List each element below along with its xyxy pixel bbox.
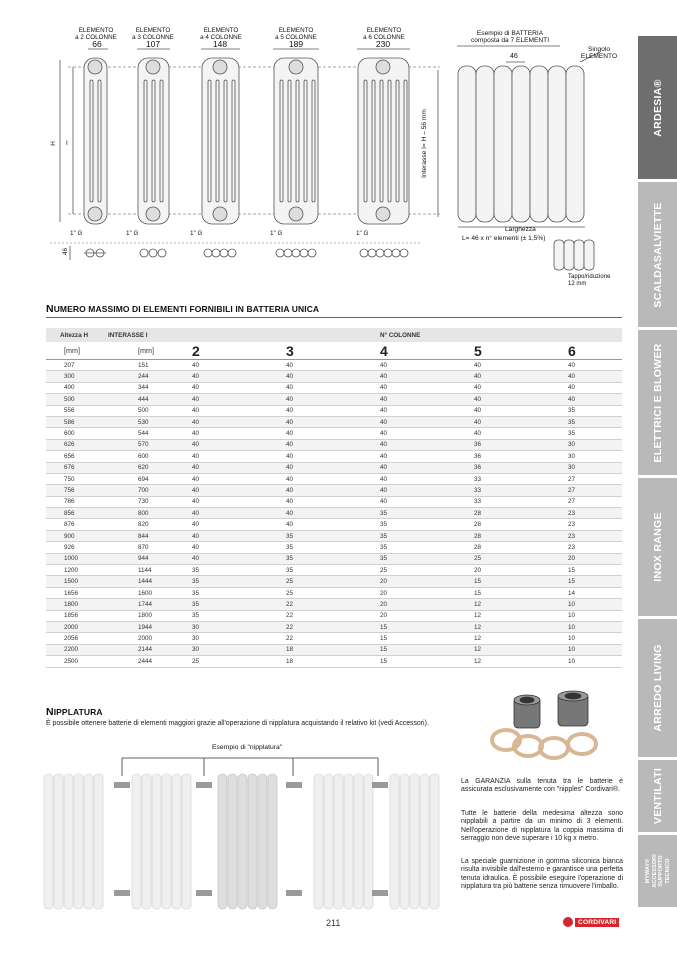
cell-count: 40 <box>192 405 286 416</box>
table-row <box>46 451 622 462</box>
cell-count: 40 <box>474 382 568 393</box>
table-row <box>46 519 622 530</box>
elements-table-body <box>46 328 622 667</box>
table-title-rule <box>46 317 622 318</box>
col-header-5: 5 <box>474 342 568 360</box>
cell-count: 12 <box>474 644 568 655</box>
cell-altezza: 1856 <box>46 610 94 621</box>
tappo-label: Tappo/riduzione 12 mm <box>568 274 611 287</box>
cell-count: 40 <box>474 416 568 427</box>
cell-count: 40 <box>380 428 474 439</box>
cell-count: 40 <box>192 508 286 519</box>
cell-altezza: 2500 <box>46 656 94 667</box>
cell-count: 40 <box>192 428 286 439</box>
element-label-4-col: ELEMENTO a 4 COLONNE <box>200 27 242 41</box>
width-4-col: 148 <box>212 39 228 49</box>
tab-arredo-label: ARREDO LIVING <box>651 644 664 732</box>
cell-interasse: 600 <box>94 451 192 462</box>
cell-count: 30 <box>568 462 622 473</box>
cell-altezza: 856 <box>46 508 94 519</box>
table-row <box>46 621 622 632</box>
table-subheader-row <box>46 342 622 360</box>
cell-interasse: 244 <box>94 371 192 382</box>
cell-count: 40 <box>380 451 474 462</box>
cell-altezza: 556 <box>46 405 94 416</box>
cell-count: 35 <box>568 428 622 439</box>
cell-altezza: 1200 <box>46 565 94 576</box>
cell-count: 40 <box>380 439 474 450</box>
cell-count: 40 <box>286 496 380 507</box>
cell-interasse: 1144 <box>94 565 192 576</box>
cell-altezza: 500 <box>46 394 94 405</box>
cell-count: 40 <box>380 416 474 427</box>
cell-count: 28 <box>474 519 568 530</box>
width-5-col: 189 <box>288 39 304 49</box>
cell-count: 25 <box>286 587 380 598</box>
cell-interasse: 700 <box>94 485 192 496</box>
cell-interasse: 620 <box>94 462 192 473</box>
cell-count: 40 <box>286 519 380 530</box>
cell-count: 36 <box>474 439 568 450</box>
unit-h: [mm] <box>46 342 94 360</box>
tab-scaldasalviette-label: SCALDASALVIETTE <box>651 201 664 308</box>
cell-count: 35 <box>192 610 286 621</box>
cell-count: 40 <box>380 405 474 416</box>
cell-count: 25 <box>192 656 286 667</box>
cell-count: 18 <box>286 656 380 667</box>
table-row <box>46 553 622 564</box>
cell-count: 15 <box>474 587 568 598</box>
header-altezza: Altezza H <box>46 328 94 342</box>
cell-altezza: 1656 <box>46 587 94 598</box>
table-title-rest: UMERO MASSIMO DI ELEMENTI FORNIBILI IN BATTERIA UNICA <box>53 304 320 314</box>
nipplatura-drawing <box>38 752 454 912</box>
cell-count: 23 <box>568 519 622 530</box>
table-row <box>46 542 622 553</box>
larghezza-title: Larghezza <box>505 226 536 233</box>
element-label-3-col: ELEMENTO a 3 COLONNE <box>132 27 174 41</box>
cell-count: 25 <box>286 576 380 587</box>
nipplatura-para-3: La speciale guarnizione in gomma siliconica bianca risulta invisibile dall'esterno e garantisce una perfetta tenuta idraulica. È possibile eseguire l'operazione di nipplatura tra più batterie senza rimuovere l'imballo. <box>461 858 623 891</box>
radiator-elements-drawing <box>40 22 630 297</box>
cell-count: 12 <box>474 599 568 610</box>
nipplatura-title-initial: N <box>46 706 54 718</box>
cell-count: 23 <box>568 508 622 519</box>
cell-count: 35 <box>380 519 474 530</box>
table-row <box>46 496 622 507</box>
cell-count: 10 <box>568 621 622 632</box>
cell-interasse: 500 <box>94 405 192 416</box>
table-row <box>46 371 622 382</box>
cell-count: 36 <box>474 462 568 473</box>
table-row <box>46 473 622 484</box>
tab-ardesia[interactable] <box>638 36 677 179</box>
nipplatura-para-2: Tutte le batterie della medesima altezza sono nipplabili a partire da un minimo di 3 elementi. Nell'operazione di nipplatura la coppia massima di serraggio non deve superare i 10 kg x metro. <box>461 810 623 843</box>
cell-count: 40 <box>474 405 568 416</box>
cell-interasse: 151 <box>94 360 192 371</box>
table-row <box>46 587 622 598</box>
cell-count: 40 <box>286 405 380 416</box>
cell-count: 40 <box>286 382 380 393</box>
cell-interasse: 2144 <box>94 644 192 655</box>
thread-label-2: 1" G <box>126 230 139 237</box>
cell-count: 40 <box>286 508 380 519</box>
cell-count: 12 <box>474 621 568 632</box>
cell-count: 35 <box>192 565 286 576</box>
table-section-title <box>46 303 319 315</box>
tab-ventilati-label: VENTILATI <box>651 767 664 825</box>
cell-count: 28 <box>474 508 568 519</box>
cell-altezza: 300 <box>46 371 94 382</box>
cell-count: 40 <box>286 451 380 462</box>
brand-logo-text: CORDIVARI <box>575 918 619 927</box>
cell-count: 40 <box>192 553 286 564</box>
cell-count: 40 <box>192 462 286 473</box>
cell-count: 23 <box>568 542 622 553</box>
cell-interasse: 1744 <box>94 599 192 610</box>
cell-count: 15 <box>380 633 474 644</box>
cell-count: 12 <box>474 610 568 621</box>
tab-inox-range[interactable] <box>638 478 677 616</box>
cell-count: 23 <box>568 530 622 541</box>
cell-altezza: 2200 <box>46 644 94 655</box>
cell-count: 40 <box>380 462 474 473</box>
cell-altezza: 400 <box>46 382 94 393</box>
table-row <box>46 439 622 450</box>
cell-count: 40 <box>192 360 286 371</box>
table-row <box>46 599 622 610</box>
cell-count: 20 <box>380 587 474 598</box>
cell-interasse: 844 <box>94 530 192 541</box>
cell-count: 20 <box>380 576 474 587</box>
cell-count: 40 <box>286 462 380 473</box>
cell-interasse: 800 <box>94 508 192 519</box>
table-row <box>46 405 622 416</box>
cell-count: 36 <box>474 451 568 462</box>
nipples-kit-image <box>484 690 614 760</box>
cell-count: 40 <box>474 394 568 405</box>
brand-logo-icon <box>563 917 573 927</box>
cell-count: 33 <box>474 496 568 507</box>
col-header-3: 3 <box>286 342 380 360</box>
interasse-label: Interasse I= H – 56 mm <box>420 109 428 178</box>
cell-count: 40 <box>286 416 380 427</box>
cell-count: 40 <box>380 473 474 484</box>
battery-pitch: 46 <box>510 53 518 60</box>
cell-count: 40 <box>568 360 622 371</box>
cell-count: 15 <box>380 644 474 655</box>
technical-drawing <box>40 22 630 297</box>
cell-count: 35 <box>192 599 286 610</box>
cell-altezza: 626 <box>46 439 94 450</box>
dim-h-label: H <box>49 141 57 146</box>
cell-count: 40 <box>380 371 474 382</box>
cell-count: 40 <box>192 485 286 496</box>
table-row <box>46 382 622 393</box>
tab-scaldasalviette[interactable] <box>638 182 677 327</box>
table-row <box>46 610 622 621</box>
cell-count: 22 <box>286 633 380 644</box>
tab-arredo-living[interactable] <box>638 619 677 757</box>
cell-count: 35 <box>380 530 474 541</box>
cell-count: 20 <box>474 565 568 576</box>
cell-interasse: 2000 <box>94 633 192 644</box>
cell-count: 10 <box>568 633 622 644</box>
cell-count: 14 <box>568 587 622 598</box>
cell-altezza: 586 <box>46 416 94 427</box>
cell-count: 33 <box>474 485 568 496</box>
table-row <box>46 428 622 439</box>
table-row <box>46 565 622 576</box>
cell-count: 35 <box>380 553 474 564</box>
cell-count: 35 <box>192 576 286 587</box>
cell-count: 10 <box>568 656 622 667</box>
cell-count: 10 <box>568 610 622 621</box>
cell-count: 40 <box>192 496 286 507</box>
cell-count: 20 <box>568 553 622 564</box>
table-row <box>46 462 622 473</box>
cell-count: 40 <box>192 542 286 553</box>
cell-interasse: 544 <box>94 428 192 439</box>
thread-label-5: 1" G <box>356 230 369 237</box>
table-row <box>46 576 622 587</box>
single-element-label: Singolo ELEMENTO <box>580 46 618 60</box>
element-label-5-col: ELEMENTO a 5 COLONNE <box>275 27 317 41</box>
cell-altezza: 926 <box>46 542 94 553</box>
cell-count: 40 <box>380 360 474 371</box>
cell-count: 35 <box>286 565 380 576</box>
cell-count: 12 <box>474 656 568 667</box>
cell-count: 35 <box>192 587 286 598</box>
cell-count: 12 <box>474 633 568 644</box>
nipplatura-para-1: La GARANZIA sulla tenuta tra le batterie è assicurata esclusivamente con "nipples" Cordivari®. <box>461 778 623 794</box>
cell-count: 25 <box>380 565 474 576</box>
cell-count: 20 <box>380 599 474 610</box>
cell-count: 15 <box>568 565 622 576</box>
cell-count: 40 <box>380 485 474 496</box>
element-label-6-col: ELEMENTO a 6 COLONNE <box>363 27 405 41</box>
cell-count: 22 <box>286 599 380 610</box>
nipplatura-title <box>46 706 103 718</box>
cell-count: 15 <box>380 656 474 667</box>
cell-count: 27 <box>568 496 622 507</box>
brand-logo <box>563 917 619 927</box>
cell-interasse: 344 <box>94 382 192 393</box>
cell-altezza: 900 <box>46 530 94 541</box>
cell-count: 40 <box>380 382 474 393</box>
nipplatura-title-rest: IPPLATURA <box>53 707 103 717</box>
cell-count: 40 <box>380 394 474 405</box>
cell-count: 10 <box>568 599 622 610</box>
table-row <box>46 530 622 541</box>
width-6-col: 230 <box>375 39 391 49</box>
thread-label-1: 1" G <box>70 230 83 237</box>
cell-count: 30 <box>568 439 622 450</box>
cell-altezza: 600 <box>46 428 94 439</box>
cell-count: 40 <box>474 371 568 382</box>
cell-count: 20 <box>380 610 474 621</box>
cell-count: 22 <box>286 621 380 632</box>
cell-interasse: 1600 <box>94 587 192 598</box>
tab-myway-label: MYWAY® ACCESSORI SUPPORTO TECNICO <box>644 854 670 888</box>
cell-count: 30 <box>192 621 286 632</box>
cell-altezza: 1500 <box>46 576 94 587</box>
cell-interasse: 694 <box>94 473 192 484</box>
nipplatura-example-label: Esempio di "nipplatura" <box>212 744 283 751</box>
cell-count: 27 <box>568 485 622 496</box>
cell-altezza: 1800 <box>46 599 94 610</box>
elements-table <box>46 328 622 668</box>
cell-interasse: 870 <box>94 542 192 553</box>
page-number: 211 <box>326 918 341 928</box>
table-row <box>46 656 622 667</box>
cell-count: 35 <box>380 508 474 519</box>
cell-count: 28 <box>474 542 568 553</box>
table-row <box>46 360 622 371</box>
header-interasse: INTERASSE I <box>94 328 192 342</box>
table-title-initial: N <box>46 303 54 315</box>
cell-altezza: 750 <box>46 473 94 484</box>
cell-count: 40 <box>286 360 380 371</box>
nipplatura-text: È possibile ottenere batterie di elementi maggiori grazie all'operazione di nipplatura acquistando il relativo kit (vedi Accessori). <box>46 720 429 727</box>
cell-count: 33 <box>474 473 568 484</box>
cell-interasse: 820 <box>94 519 192 530</box>
header-colonne: N° COLONNE <box>380 328 474 342</box>
tab-elettrici-blower[interactable] <box>638 330 677 475</box>
cell-altezza: 756 <box>46 485 94 496</box>
tab-elettrici-label: ELETTRICI E BLOWER <box>651 342 664 463</box>
cell-count: 40 <box>568 394 622 405</box>
cell-count: 35 <box>568 416 622 427</box>
cell-count: 27 <box>568 473 622 484</box>
col-header-2: 2 <box>192 342 286 360</box>
cell-altezza: 207 <box>46 360 94 371</box>
cell-interasse: 1444 <box>94 576 192 587</box>
cell-count: 40 <box>286 473 380 484</box>
cell-count: 10 <box>568 644 622 655</box>
cell-count: 40 <box>192 382 286 393</box>
cell-count: 40 <box>286 394 380 405</box>
table-row <box>46 508 622 519</box>
width-3-col: 107 <box>145 39 161 49</box>
cell-count: 40 <box>192 519 286 530</box>
cell-count: 40 <box>568 382 622 393</box>
cell-interasse: 1944 <box>94 621 192 632</box>
cell-count: 40 <box>192 439 286 450</box>
element-label-2-col: ELEMENTO a 2 COLONNE <box>75 27 117 41</box>
dim-i-label: I <box>66 140 68 147</box>
cell-count: 40 <box>286 371 380 382</box>
tab-ardesia-label: ARDESIA® <box>651 78 664 137</box>
cell-altezza: 1000 <box>46 553 94 564</box>
cell-count: 40 <box>568 371 622 382</box>
tab-ventilati[interactable] <box>638 760 677 832</box>
tab-myway-accessori[interactable] <box>638 835 677 907</box>
cell-count: 35 <box>286 530 380 541</box>
cell-count: 30 <box>192 633 286 644</box>
cell-count: 15 <box>474 576 568 587</box>
cell-interasse: 730 <box>94 496 192 507</box>
cell-altezza: 786 <box>46 496 94 507</box>
cell-count: 30 <box>192 644 286 655</box>
table-header-row <box>46 328 622 342</box>
table-row <box>46 644 622 655</box>
col-header-4: 4 <box>380 342 474 360</box>
cell-count: 40 <box>286 428 380 439</box>
cell-count: 40 <box>474 428 568 439</box>
unit-i: [mm] <box>94 342 192 360</box>
cell-count: 35 <box>286 542 380 553</box>
cell-interasse: 1800 <box>94 610 192 621</box>
cell-count: 40 <box>192 416 286 427</box>
cell-count: 22 <box>286 610 380 621</box>
cell-count: 35 <box>286 553 380 564</box>
cell-interasse: 444 <box>94 394 192 405</box>
battery-title: Esempio di BATTERIA composta da 7 ELEMENTI <box>470 30 550 44</box>
cell-interasse: 570 <box>94 439 192 450</box>
cell-count: 15 <box>380 621 474 632</box>
cell-count: 40 <box>192 394 286 405</box>
cell-count: 18 <box>286 644 380 655</box>
table-row <box>46 485 622 496</box>
cell-count: 40 <box>380 496 474 507</box>
cell-count: 40 <box>192 371 286 382</box>
cell-count: 40 <box>192 451 286 462</box>
cell-count: 15 <box>568 576 622 587</box>
width-2-col: 66 <box>92 39 102 49</box>
thread-label-4: 1" G <box>270 230 283 237</box>
cell-altezza: 676 <box>46 462 94 473</box>
larghezza-formula: L= 46 x n° elementi (± 1,5%) <box>462 235 546 242</box>
cell-count: 28 <box>474 530 568 541</box>
tab-inox-label: INOX RANGE <box>651 512 664 582</box>
cell-interasse: 944 <box>94 553 192 564</box>
cell-altezza: 876 <box>46 519 94 530</box>
thread-label-3: 1" G <box>190 230 203 237</box>
cell-count: 40 <box>192 473 286 484</box>
cell-count: 40 <box>192 530 286 541</box>
table-row <box>46 633 622 644</box>
cell-count: 30 <box>568 451 622 462</box>
dim-46-label: 46 <box>62 247 70 256</box>
cell-interasse: 530 <box>94 416 192 427</box>
cell-altezza: 656 <box>46 451 94 462</box>
cell-interasse: 2444 <box>94 656 192 667</box>
cell-count: 40 <box>474 360 568 371</box>
cell-count: 40 <box>286 439 380 450</box>
cell-count: 35 <box>568 405 622 416</box>
table-row <box>46 416 622 427</box>
col-header-6: 6 <box>568 342 622 360</box>
cell-altezza: 2056 <box>46 633 94 644</box>
table-row <box>46 394 622 405</box>
cell-count: 35 <box>380 542 474 553</box>
cell-count: 25 <box>474 553 568 564</box>
cell-altezza: 2000 <box>46 621 94 632</box>
cell-count: 40 <box>286 485 380 496</box>
